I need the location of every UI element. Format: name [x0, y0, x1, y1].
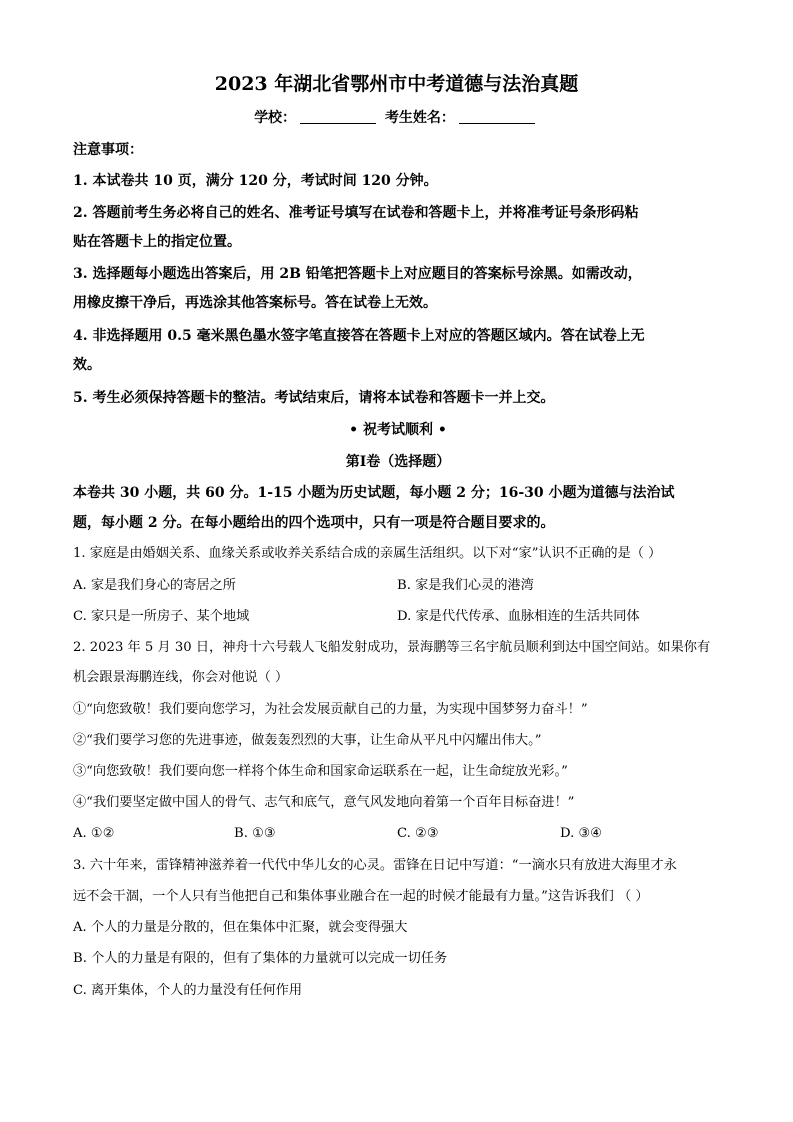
- question-3-stem-line-2: 远不会干涸，一个人只有当他把自己和集体事业融合在一起的时候才能最有力量。”这告诉我们 （ ）: [73, 889, 649, 904]
- question-3-option-b: B. 个人的力量是有限的，但有了集体的力量就可以完成一切任务: [73, 951, 448, 966]
- notice-item-2-line-2: 贴在答题卡上的指定位置。: [73, 234, 241, 250]
- notice-item-1: 1. 本试卷共 10 页，满分 120 分，考试时间 120 分钟。: [73, 173, 438, 189]
- question-2-statement-2: ②“我们要学习您的先进事迹，做轰轰烈烈的大事，让生命从平凡中闪耀出伟大。”: [73, 733, 542, 748]
- section-intro-line-2: 题，每小题 2 分。在每小题给出的四个选项中，只有一项是符合题目要求的。: [73, 515, 555, 531]
- question-2-statement-1: ①“向您致敬！我们要向您学习，为社会发展贡献自己的力量，为实现中国梦努力奋斗！”: [73, 702, 588, 717]
- school-blank: [300, 109, 376, 124]
- name-label: 考生姓名：: [384, 110, 455, 126]
- question-2-option-a: A. ①②: [73, 826, 115, 841]
- question-2-option-c: C. ②③: [397, 826, 439, 841]
- question-1-option-d: D. 家是代代传承、血脉相连的生活共同体: [397, 609, 640, 624]
- section-title: 第Ⅰ卷（选择题）: [345, 454, 451, 470]
- question-2-statement-4: ④“我们要坚定做中国人的骨气、志气和底气，意气风发地向着第一个百年目标奋进！”: [73, 795, 575, 810]
- question-1-option-b: B. 家是我们心灵的港湾: [397, 578, 534, 593]
- school-label: 学校：: [254, 110, 297, 126]
- question-1-option-a: A. 家是我们身心的寄居之所: [73, 578, 236, 593]
- question-3-stem-line-1: 3. 六十年来，雷锋精神滋养着一代代中华儿女的心灵。雷锋在日记中写道：“一滴水只有放进大海里才永: [73, 858, 677, 873]
- question-3-option-c: C. 离开集体，个人的力量没有任何作用: [73, 983, 303, 998]
- question-2-statement-3: ③“向您致敬！我们要向您一样将个体生命和国家命运联系在一起，让生命绽放光彩。”: [73, 764, 568, 779]
- notice-item-3-line-2: 用橡皮擦干净后，再选涂其他答案标号。答在试卷上无效。: [73, 295, 437, 311]
- question-1-option-c: C. 家只是一所房子、某个地域: [73, 609, 250, 624]
- notice-item-4-line-2: 效。: [73, 357, 101, 373]
- notice-item-2-line-1: 2. 答题前考生务必将自己的姓名、准考证号填写在试卷和答题卡上，并将准考证号条形码粘: [73, 205, 639, 221]
- name-blank: [459, 109, 535, 124]
- notice-item-4-line-1: 4. 非选择题用 0.5 毫米黑色墨水签字笔直接答在答题卡上对应的答题区域内。答在试卷上无: [73, 328, 645, 344]
- question-1-stem: 1. 家庭是由婚姻关系、血缘关系或收养关系结合成的亲属生活组织。以下对“家”认识不正确的是（ ）: [73, 546, 662, 561]
- student-info-line: [0, 107, 793, 129]
- question-2-stem-line-1: 2. 2023 年 5 月 30 日，神舟十六号载人飞船发射成功，景海鹏等三名宇航员顺利到达中国空间站。如果你有: [73, 640, 711, 655]
- question-2-option-b: B. ①③: [234, 826, 276, 841]
- question-3-option-a: A. 个人的力量是分散的，但在集体中汇聚，就会变得强大: [73, 920, 408, 935]
- question-2-stem-line-2: 机会跟景海鹏连线，你会对他说（ ）: [73, 670, 289, 685]
- notice-heading: 注意事项：: [73, 142, 143, 158]
- notice-item-3-line-1: 3. 选择题每小题选出答案后，用 2B 铅笔把答题卡上对应题目的答案标号涂黑。如需改动，: [73, 266, 642, 282]
- exam-title: 2023 年湖北省鄂州市中考道德与法治真题: [214, 73, 579, 95]
- notice-item-5: 5. 考生必须保持答题卡的整洁。考试结束后，请将本试卷和答题卡一并上交。: [73, 390, 555, 406]
- section-intro-line-1: 本卷共 30 小题，共 60 分。1-15 小题为历史试题，每小题 2 分；16-30 小题为道德与法治试: [73, 485, 675, 501]
- good-luck-wish: • 祝考试顺利 •: [349, 422, 447, 438]
- question-2-option-d: D. ③④: [560, 826, 603, 841]
